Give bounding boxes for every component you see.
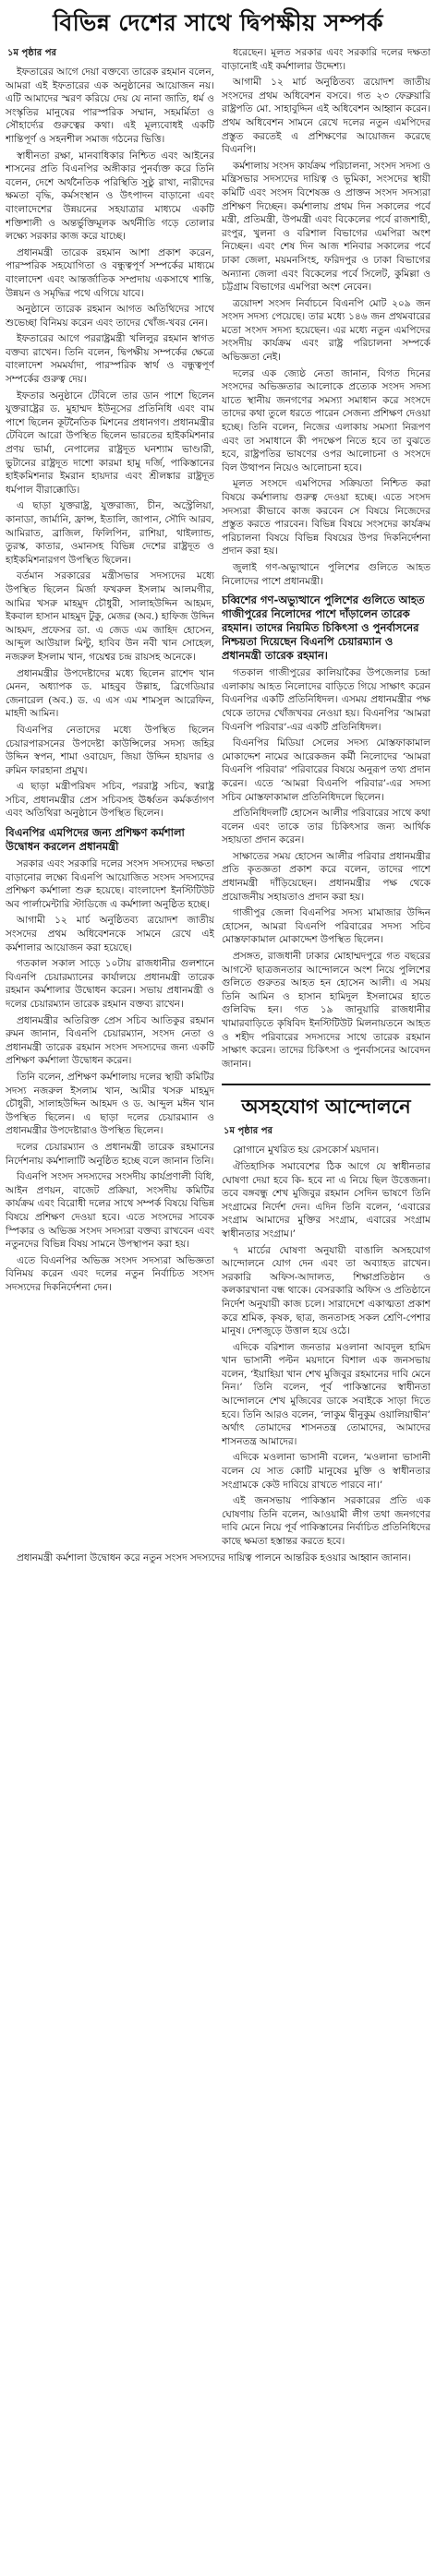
paragraph: এদিকে মওলানা ভাসানী বলেন, ‘মওলানা ভাসানী বলেন যে সাত কোটি মানুষের মুক্তি ও স্বাধীনতার সংগ্রামকে কেউ দাবিয়ে রাখতে পারবে না।’ — [222, 1452, 430, 1491]
paragraph: স্লোগানে মুখরিত হয় রেসকোর্স ময়দান। — [233, 1144, 380, 1156]
article-column-right — [222, 46, 430, 1552]
paragraph: ধরেছেন। মূলত সরকার এবং সরকারি দলের দক্ষতা বাড়ানোই এই কর্মশালার উদ্দেশ্য। — [222, 47, 430, 72]
paragraph: সরকার এবং সরকারি দলের সংসদ সদস্যদের দক্ষতা বাড়ানোর লক্ষ্যে বিএনপি আয়োজিত সংসদ সদস্যদের প্রশিক্ষণ কর্মশালা শুরু হয়েছে। বাংলাদেশ ইনস্টিটিউট অব পার্লামেন্টারি স্টাডিজে এ কর্মশালা অনুষ্ঠিত হচ্ছে। — [6, 858, 214, 910]
paragraph: প্রধানমন্ত্রীর অতিরিক্ত প্রেস সচিব আতিকুর রহমান রুমন জানান, বিএনপি চেয়ারম্যান, সংসদ নেতা ও প্রধানমন্ত্রী তারেক রহমান সংসদ সদস্যদের জন্য একটি প্রশিক্ষণ কর্মশালা উদ্বোধন করেন। — [6, 1014, 214, 1067]
article-column-left — [6, 46, 214, 1297]
paragraph: বিএনপির মিডিয়া সেলের সদস্য মোস্তফাকামাল মোকাদ্দেশ নামের আরেকজন কর্মী নিলোদের ‘আমরা বিএনপি পরিবার’ পরিবারের বিষয়ে অনুরূপ তথ্য প্রদান করেন। এতে ‘আমরা বিএনপি পরিবার’-এর সদস্য সচিব মোস্তফাকামাল প্রতিনিধিদলে ছিলেন। — [222, 737, 430, 803]
section-subhead: বিএনপির এমপিদের জন্য প্রশিক্ষণ কর্মশালা উদ্বোধন করলেন প্রধানমন্ত্রী — [6, 826, 185, 854]
paragraph: ঐতিহাসিক সমাবেশের ঠিক আগে যে স্বাধীনতার ঘোষণা দেয়া হবে কি- হবে না এ নিয়ে ছিল উত্তেজনা। তবে বঙ্গবন্ধু শেখ মুজিবুর রহমান সেদিন ভাষণে তিনি সংগ্রামের নির্দেশ দেন। এদিন তিনি বলেন, ‘এবারের সংগ্রাম আমাদের মুক্তির সংগ্রাম, এবারের সংগ্রাম স্বাধীনতার সংগ্রাম।’ — [222, 1160, 430, 1240]
paragraph: আগামী ১২ মার্চ অনুষ্ঠিতব্য ত্রয়োদশ জাতীয় সংসদের প্রথম অধিবেশনকে সামনে রেখে এই কর্মশালার আয়োজন করা হয়েছে। — [6, 915, 214, 953]
paragraph: ৭ মার্চের ঘোষণা অনুযায়ী বাঙালি অসহযোগ আন্দোলনে যোগ দেন এবং তা অব্যাহত রাখেন। সরকারি অফিস-আদালত, শিক্ষাপ্রতিষ্ঠান ও কলকারখানা বন্ধ থাকে। বেসরকারি অফিস ও প্রতিষ্ঠানে নির্দেশ অনুযায়ী কাজ চলে। সারাদেশে একাত্মতা প্রকাশ করে শ্রমিক, কৃষক, ছাত্র, জনতাসহ সকল শ্রেণি-পেশার মানুষ। দেশজুড়ে উত্তাল হয়ে ওঠে। — [222, 1244, 430, 1337]
continued-marker: ১ম পৃষ্ঠার পর — [7, 48, 56, 58]
paragraph: প্রধানমন্ত্রী তারেক রহমান আশা প্রকাশ করেন, পারস্পরিক সহযোগিতা ও বন্ধুত্বপূর্ণ সম্পর্কের মাধ্যমে বাংলাদেশ এবং আন্তর্জাতিক সম্প্রদায় একসাথে শান্তি, উন্নয়ন ও সমৃদ্ধির পথে এগিয়ে যাবে। — [6, 246, 214, 299]
continued-marker: ১ম পৃষ্ঠার পর — [224, 1126, 272, 1137]
paragraph: গতকাল গাজীপুরের কালিয়াকৈর উপজেলার চন্দ্রা এলাকায় আহত নিলোদের বাড়িতে গিয়ে সাক্ষাৎ করেন বিএনপির একটি প্রতিনিধিদল। এসময় প্রধানমন্ত্রীর পক্ষ থেকে তাদের খোঁজখবর নেওয়া হয়। বিএনপির ‘আমরা বিএনপি পরিবার’-এর একটি প্রতিনিধিদল। — [222, 667, 430, 733]
paragraph: দলের এক জ্যেষ্ঠ নেতা জানান, বিগত দিনের সংসদের অভিজ্ঞতার আলোকে প্রত্যেক সংসদ সদস্য যাতে স্থানীয় জনগণের সমস্যা সমাধান করে সংসদে তাদের কথা তুলে ধরতে পারেন সেজন্য প্রশিক্ষণ দেওয়া হচ্ছে। তিনি বলেন, নিজের এলাকায় সমস্যা নিরূপণ এবং তা সমাধানে কী পদক্ষেপ নিতে হবে তা বুঝতে হবে, রাষ্ট্রপতির ভাষণের ওপর আলোচনা ও সংসদে বিল উত্থাপন নিয়েও আলোচনা হবে। — [222, 367, 430, 473]
article-divider — [222, 1084, 430, 1085]
paragraph: গাজীপুর জেলা বিএনপির সদস্য মামাজার উদ্দিন হোসেন, আমরা বিএনপি পরিবারের সদস্য সচিব মোস্তফাকামাল মোকাদ্দেশ উপস্থিত ছিলেন। — [222, 907, 430, 946]
paragraph: গতকাল সকাল সাড়ে ১০টায় রাজধানীর গুলশানে বিএনপি চেয়ারম্যানের কার্যালয়ে প্রধানমন্ত্রী তারেক রহমান কর্মশালার উদ্বোধন করেন। সভায় প্রধানমন্ত্রী ও দলের চেয়ারম্যান তারেক রহমান বক্তব্য রাখেন। — [6, 958, 214, 1010]
paragraph: অনুষ্ঠানে তারেক রহমান আগত অতিথিদের সাথে শুভেচ্ছা বিনিময় করেন এবং তাদের খোঁজ-খবর নেন। — [6, 304, 214, 329]
paragraph: আগামী ১২ মার্চ অনুষ্ঠিতব্য ত্রয়োদশ জাতীয় সংসদের প্রথম অধিবেশন বসবে। গত ২৩ ফেব্রুয়ারি রাষ্ট্রপতি মো. সাহাবুদ্দিন এই অধিবেশন আহ্বান করেন। প্রথম অধিবেশন সামনে রেখে দলের নতুন এমপিদের প্রস্তুত করতেই এ প্রশিক্ষণের আয়োজন করেছে বিএনপি। — [222, 77, 430, 156]
paragraph: কর্মশালায় সংসদ কার্যক্রম পরিচালনা, সংসদ সদস্য ও মন্ত্রিসভার সদস্যদের দায়িত্ব ও ভূমিকা, সংসদের স্থায়ী কমিটি এবং সংসদ বিশেষজ্ঞ ও প্রাক্তন সংসদ সদস্যরা প্রশিক্ষণ দিচ্ছেন। কর্মশালায় প্রথম দিন সকালের পর্বে মন্ত্রী, প্রতিমন্ত্রী, উপমন্ত্রী এবং বিকেলের পর্বে রাজশাহী, রংপুর, খুলনা ও বরিশাল বিভাগের এমপিরা অংশ নিচ্ছেন। এবং শেষ দিন আজ শনিবার সকালের পর্বে ঢাকা জেলা, ময়মনসিংহ, ফরিদপুর ও ঢাকা বিভাগের অন্যান্য জেলা এবং বিকেলের পর্বে সিলেট, কুমিল্লা ও চট্টগ্রাম বিভাগের এমপিরা অংশ নেবেন। — [222, 160, 430, 294]
article-headline: অসহযোগ আন্দোলনে — [241, 1096, 411, 1119]
paragraph: প্রধানমন্ত্রী কর্মশালা উদ্বোধন করে নতুন সংসদ সদস্যদের দায়িত্ব পালনে আন্তরিক হওয়ার আহ্বান জানান। — [17, 1552, 411, 1564]
paragraph: এই জনসভায় পাকিস্তান সরকারের প্রতি এক ঘোষণায় তিনি বলেন, আওয়ামী লীগ তথা জনগণের দাবি মেনে নিয়ে পূর্ব পাকিস্তানের নির্বাচিত প্রতিনিধিদের কাছে ক্ষমতা হস্তান্তর করতে হবে। — [222, 1495, 430, 1547]
paragraph: এ ছাড়া মন্ত্রীপরিষদ সচিব, পররাষ্ট্র সচিব, স্বরাষ্ট্র সচিব, প্রধানমন্ত্রীর প্রেস সচিবসহ ঊর্ধ্বতন কর্মকর্তাগণ এবং অতিথিরা অনুষ্ঠানে উপস্থিত ছিলেন। — [6, 781, 214, 820]
paragraph: মূলত সংসদে এমপিদের সক্রিয়তা নিশ্চিত করা বিষয়ে কর্মশালায় গুরুত্ব দেওয়া হচ্ছে। এতে সংসদ সদস্যরা কীভাবে কাজ করবেন সে বিষয়ে নিজেদের প্রস্তুত করতে পারবেন। বিভিন্ন বিষয়ে সংসদের কার্যক্রম পরিচালনা বিষয়ে বিভিন্ন বিষয়ের উপর দিকনির্দেশনা প্রদান করা হয়। — [222, 478, 430, 557]
paragraph: প্রতিনিধিদলটি হোসেন আলীর পরিবারের সাথে কথা বলেন এবং তাকে তার চিকিৎসার জন্য আর্থিক সহায়তা প্রদান করেন। — [222, 808, 430, 846]
paragraph: জুলাই গণ-অভ্যুত্থানে পুলিশের গুলিতে আহত নিলোদের পাশে প্রধানমন্ত্রী। — [222, 561, 430, 587]
paragraph: এতে বিএনপির অভিজ্ঞ সংসদ সদস্যরা অভিজ্ঞতা বিনিময় করেন এবং দলের নতুন নির্বাচিত সংসদ সদস্যদের দিকনির্দেশনা দেন। — [6, 1254, 214, 1293]
paragraph: স্বাধীনতা রক্ষা, মানবাধিকার নিশ্চিত এবং আইনের শাসনের প্রতি বিএনপির অঙ্গীকার পুনর্ব্যক্ত করে তিনি বলেন, দেশে অর্থনৈতিক পরিস্থিতি সুষ্ঠু রাখা, নারীদের ক্ষমতা বৃদ্ধি, কর্মসংস্থান ও উৎপাদন বাড়ানো এবং বাংলাদেশের উন্নয়নের সহযাত্রার মাধ্যমে একটি শক্তিশালী ও অন্তর্ভুক্তিমূলক অর্থনীতি গড়ে তোলার লক্ষ্যে সরকার কাজ করে যাচ্ছে। — [6, 150, 214, 243]
article-columns — [6, 46, 430, 1552]
section-subhead: চব্বিশের গণ-অভ্যুত্থানে পুলিশের গুলিতে আহত গাজীপুরের নিলোদের পাশে দাঁড়ালেন তারেক রহমান। তাদের নিয়মিত চিকিৎসা ও পুনর্বাসনের নিশ্চয়তা দিয়েছেন বিএনপি চেয়ারম্যান ও প্রধানমন্ত্রী তারেক রহমান। — [222, 593, 425, 663]
paragraph: ত্রয়োদশ সংসদ নির্বাচনে বিএনপি মোট ২০৯ জন সংসদ সদস্য পেয়েছে। তার মধ্যে ১৪৬ জন প্রথমবারের মতো সংসদ সদস্য হয়েছেন। এর মধ্যে নতুন এমপিদের সংসদীয় কার্যক্রম এবং রাষ্ট্র পরিচালনা সম্পর্কে অভিজ্ঞতা নেই। — [222, 297, 430, 364]
paragraph: ইফতারের আগে পররাষ্ট্রমন্ত্রী খলিলুর রহমান স্বাগত বক্তব্য রাখেন। তিনি বলেন, দ্বিপক্ষীয় সম্পর্কের ক্ষেত্রে বাংলাদেশ সমমর্যাদা, পারস্পরিক স্বার্থ ও বন্ধুত্বপূর্ণ সম্পর্কের গুরুত্ব দেয়। — [6, 333, 214, 386]
paragraph: প্রসঙ্গত, রাজধানী ঢাকার মোহাম্মদপুরে গত বছরের আগস্টে ছাত্রজনতার আন্দোলনে অংশ নিয়ে পুলিশের গুলিতে গুরুতর আহত হন হোসেন আলী। এ সময় তিনি আমিন ও হাসান হামিদুল ইসলামের হাতে গুলিবিদ্ধ হন। গত ১৯ জানুয়ারি রাজধানীর খামারবাড়িতে কৃষিবিদ ইনস্টিটিউট মিলনায়তনে আহত ও শহীদ পরিবারের সদস্যদের সাথে তারেক রহমান সাক্ষাৎ করেন। তাদের চিকিৎসা ও পুনর্বাসনের আবেদন জানান। — [222, 951, 430, 1070]
paragraph: বিএনপি সংসদ সদস্যদের সংসদীয় কার্যপ্রণালী বিধি, আইন প্রণয়ন, বাজেট প্রক্রিয়া, সংসদীয় কমিটির কার্যক্রম এবং বিরোধী দলের সাথে সম্পর্ক বিষয়ে বিভিন্ন বিষয়ে প্রশিক্ষণ দেওয়া হবে। এতে সংসদের সাবেক স্পিকার ও অভিজ্ঞ সংসদ সদস্যরা বক্তব্য রাখবেন এবং নতুনদের বিভিন্ন বিষয় সামনে উপস্থাপন করা হয়। — [6, 1171, 214, 1251]
paragraph: সাক্ষাতের সময় হোসেন আলীর পরিবার প্রধানমন্ত্রীর প্রতি কৃতজ্ঞতা প্রকাশ করে বলেন, তাদের পাশে প্রধানমন্ত্রী দাঁড়িয়েছেন। প্রধানমন্ত্রীর পক্ষ থেকে প্রয়োজনীয় সহায়তাও প্রদান করা হয়। — [222, 850, 430, 903]
article-headline: বিভিন্ন দেশের সাথে দ্বিপক্ষীয় সম্পর্ক — [53, 9, 383, 36]
paragraph: ইফতারের আগে দেয়া বক্তব্যে তারেক রহমান বলেন, আমরা এই ইফতারের এক অনুষ্ঠানের আয়োজন নয়। এটি আমাদের স্মরণ করিয়ে দেয় যে নানা জাতি, ধর্ম ও সংস্কৃতির মানুষের পারস্পরিক সম্মান, সহমর্মিতা ও সৌহার্দ্যের গুরুত্বের কথা। এই মূল্যবোধই একটি শান্তিপূর্ণ ও সহনশীল সমাজ গঠনের ভিত্তি। — [6, 66, 214, 145]
paragraph: বর্তমান সরকারের মন্ত্রীসভার সদস্যদের মধ্যে উপস্থিত ছিলেন মির্জা ফখরুল ইসলাম আলমগীর, আমির খসরু মাহমুদ চৌধুরী, সালাহউদ্দিন আহমদ, ইকবাল হাসান মাহমুদ টুকু, মেজর (অব.) হাফিজ উদ্দিন আহমদ, প্রফেসর ডা. এ জেড এম জাহিদ হোসেন, আব্দুল আউয়াল মিন্টু, হাবিব উন নবী খান সোহেল, নজরুল ইসলাম খান, গয়েশ্বর চন্দ্র রায়সহ অনেকে। — [6, 570, 214, 663]
paragraph: তিনি বলেন, প্রশিক্ষণ কর্মশালায় দলের স্থায়ী কমিটির সদস্য নজরুল ইসলাম খান, আমীর খসরু মাহমুদ চৌধুরী, সালাহউদ্দিন আহমদ ও ড. আব্দুল মঈন খান উপস্থিত ছিলেন। এ ছাড়া দলের চেয়ারম্যান ও প্রধানমন্ত্রীর উপদেষ্টারাও উপস্থিত ছিলেন। — [6, 1071, 214, 1137]
paragraph: ইফতার অনুষ্ঠানে টেবিলে তার ডান পাশে ছিলেন যুক্তরাষ্ট্রের ড. মুহাম্মদ ইউনূসের প্রতিনিধি এবং বাম পাশে ছিলেন কূটনৈতিক মিশনের প্রধানগণ। প্রধানমন্ত্রীর টেবিলে আরো উপস্থিত ছিলেন ভারতের হাইকমিশনার প্রণয় ভার্মা, নেপালের রাষ্ট্রদূত ঘনশ্যাম ভাণ্ডারী, ভুটানের রাষ্ট্রদূত দাশো কারমা হামু দর্জি, পাকিস্তানের হাইকমিশনার ইমরান হায়দার এবং শ্রীলঙ্কার রাষ্ট্রদূত ধর্মপাল বীরাক্কোডি। — [6, 389, 214, 496]
paragraph: দলের চেয়ারম্যান ও প্রধানমন্ত্রী তারেক রহমানের নির্দেশনায় কর্মশালাটি অনুষ্ঠিত হচ্ছে বলে জানান তিনি। — [6, 1141, 214, 1167]
paragraph: বিএনপির নেতাদের মধ্যে উপস্থিত ছিলেন চেয়ারপারসনের উপদেষ্টা কাউন্সিলের সদস্য জহির উদ্দিন স্বপন, শামা ওবায়েদ, জিয়া উদ্দিন হায়দার ও রুমিন ফারহানা প্রমুখ। — [6, 724, 214, 776]
paragraph: এ ছাড়া যুক্তরাষ্ট্র, যুক্তরাজ্য, চীন, অস্ট্রেলিয়া, কানাডা, জার্মানি, ফ্রান্স, ইতালি, জাপান, সৌদি আরব, আমিরাত, ব্রাজিল, ফিলিপিন, রাশিয়া, থাইল্যান্ড, তুরস্ক, কাতার, ওমানসহ বিভিন্ন দেশের রাষ্ট্রদূত ও হাইকমিশনারগণ উপস্থিত ছিলেন। — [6, 500, 214, 566]
paragraph: এদিকে বরিশাল জনতার মওলানা আবদুল হামিদ খান ভাসানী পল্টন ময়দানে বিশাল এক জনসভায় বলেন, ‘ইয়াহিয়া খান শেখ মুজিবুর রহমানের দাবি মেনে নিন।’ তিনি বলেন, পূর্ব পাকিস্তানের স্বাধীনতা আন্দোলনে শেখ মুজিবের ডাকে সবাইকে সাড়া দিতে হবে। তিনি আরও বলেন, ‘লাকুম দ্বীনুকুম ওয়ালিয়াদ্বীন’ অর্থাৎ তোমাদের শাসনতন্ত্র তোমাদের, আমাদের শাসনতন্ত্র আমাদের। — [222, 1341, 430, 1447]
paragraph: প্রধানমন্ত্রীর উপদেষ্টাদের মধ্যে ছিলেন রাশেদ খান মেনন, অধ্যাপক ড. মাহবুব উল্লাহ, ব্রিগেডিয়ার জেনারেল (অব.) ড. এ এস এম শামসুল আরেফিন, মাহদী আমিন। — [6, 667, 214, 720]
